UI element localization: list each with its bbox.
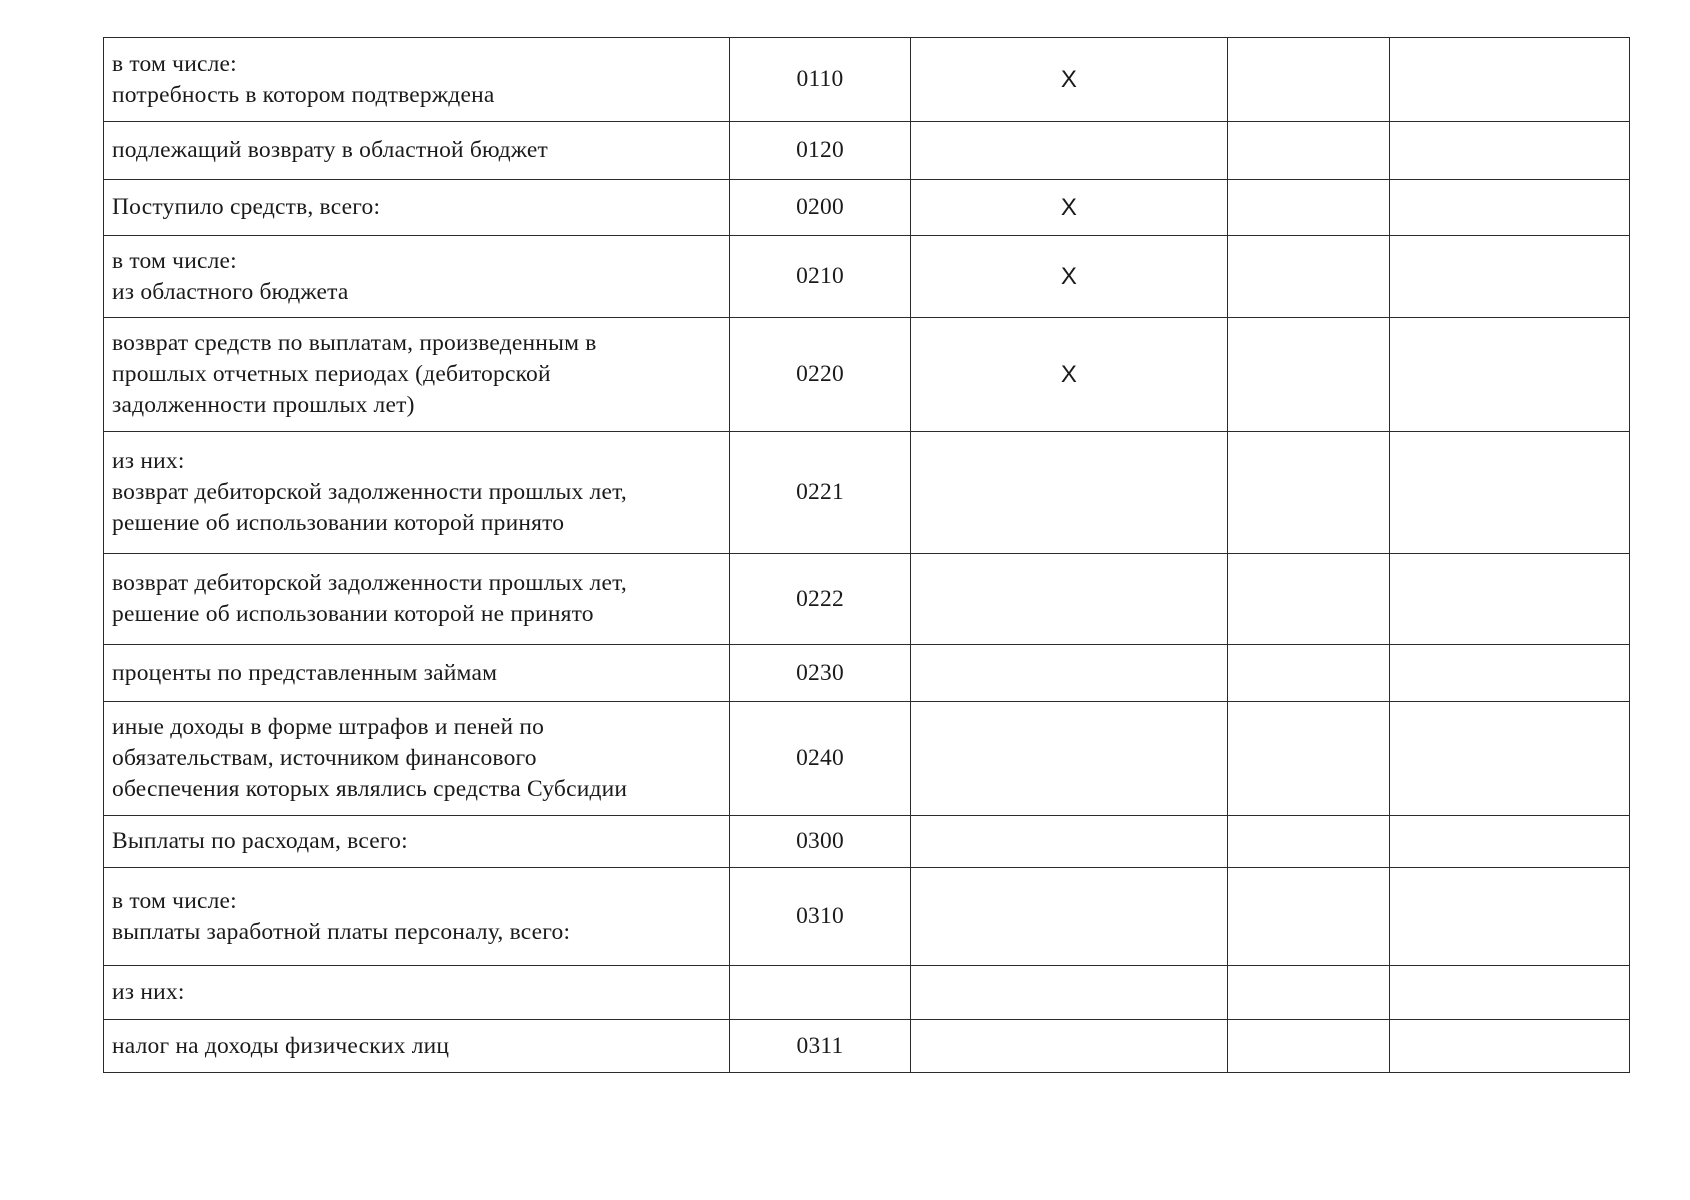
row-value-cell [1390,966,1630,1020]
row-code: 0210 [730,236,911,318]
row-code: 0311 [730,1020,911,1073]
row-mark [911,645,1228,702]
row-value-cell [1228,432,1390,554]
row-code: 0120 [730,122,911,180]
row-name-line: в том числе: [112,247,237,274]
row-name [104,236,730,318]
row-value-cell [1390,38,1630,122]
row-name [104,432,730,554]
row-name-line: прошлых отчетных периодах (дебиторской [112,361,551,387]
row-value-cell [1228,645,1390,702]
row-value-cell [1228,702,1390,816]
row-code: 0230 [730,645,911,702]
row-name [104,122,730,180]
row-name-line: в том числе: [112,50,237,77]
row-name-line: решение об использовании которой принято [112,510,565,536]
row-name-line: выплаты заработной платы персоналу, всего: [112,918,571,945]
row-name-line: возврат дебиторской задолженности прошлых лет, [112,570,627,596]
row-value-cell [1228,1020,1390,1073]
table-row [104,318,1630,432]
row-value-cell [1390,318,1630,432]
row-code: 0240 [730,702,911,816]
row-name-line: иные доходы в форме штрафов и пеней по [112,714,545,740]
row-name-line: решение об использовании которой не принято [112,601,594,627]
row-code: 0220 [730,318,911,432]
row-value-cell [1390,1020,1630,1073]
row-name-line: обязательствам, источником финансового [112,745,537,771]
report-table [103,37,1630,1073]
row-value-cell [1228,816,1390,868]
row-code: 0200 [730,180,911,236]
row-mark: X [911,318,1228,432]
table-row [104,554,1630,645]
row-code: 0300 [730,816,911,868]
row-value-cell [1228,38,1390,122]
row-name [104,1020,730,1073]
row-name-line: из областного бюджета [112,278,349,305]
row-name [104,554,730,645]
row-mark [911,554,1228,645]
row-name-line: обеспечения которых являлись средства Субсидии [112,776,628,802]
row-mark: X [911,180,1228,236]
row-name-line: из них: [112,979,185,1005]
table-row [104,432,1630,554]
row-name-line: задолженности прошлых лет) [112,392,415,418]
row-name-line: в том числе: [112,887,237,914]
row-value-cell [1228,180,1390,236]
row-name [104,645,730,702]
row-value-cell [1390,554,1630,645]
table-row [104,38,1630,122]
table-row [104,122,1630,180]
table-row [104,645,1630,702]
row-name-line: возврат дебиторской задолженности прошлых лет, [112,479,627,505]
table-row [104,180,1630,236]
row-name-line: Поступило средств, всего: [112,194,381,220]
row-value-cell [1390,180,1630,236]
row-name-line: возврат средств по выплатам, произведенным в [112,330,597,356]
row-mark [911,1020,1228,1073]
row-name-line: налог на доходы физических лиц [112,1032,450,1059]
row-name [104,816,730,868]
row-value-cell [1228,318,1390,432]
row-mark [911,432,1228,554]
row-mark [911,702,1228,816]
report-table-body [104,38,1630,1073]
row-value-cell [1390,868,1630,966]
row-value-cell [1228,236,1390,318]
row-code: 0310 [730,868,911,966]
row-value-cell [1390,816,1630,868]
table-row [104,236,1630,318]
row-name [104,180,730,236]
row-name-line: Выплаты по расходам, всего: [112,828,408,854]
row-name [104,868,730,966]
row-code: 0221 [730,432,911,554]
row-code [730,966,911,1020]
row-name-line: подлежащий возврату в областной бюджет [112,137,549,163]
table-row [104,816,1630,868]
row-value-cell [1390,236,1630,318]
row-mark [911,122,1228,180]
row-name [104,318,730,432]
row-value-cell [1228,554,1390,645]
row-value-cell [1390,122,1630,180]
row-code: 0222 [730,554,911,645]
row-mark: X [911,236,1228,318]
row-name [104,702,730,816]
row-name-line: потребность в котором подтверждена [112,81,495,108]
row-mark [911,868,1228,966]
row-name [104,38,730,122]
row-value-cell [1390,702,1630,816]
row-name [104,966,730,1020]
row-code: 0110 [730,38,911,122]
row-value-cell [1228,966,1390,1020]
row-name-line: проценты по представленным займам [112,659,498,686]
row-mark [911,966,1228,1020]
row-value-cell [1228,122,1390,180]
row-name-line: из них: [112,448,185,474]
row-mark: X [911,38,1228,122]
table-row [104,1020,1630,1073]
table-row [104,966,1630,1020]
row-value-cell [1390,645,1630,702]
table-row [104,868,1630,966]
table-row [104,702,1630,816]
row-value-cell [1390,432,1630,554]
row-mark [911,816,1228,868]
row-value-cell [1228,868,1390,966]
